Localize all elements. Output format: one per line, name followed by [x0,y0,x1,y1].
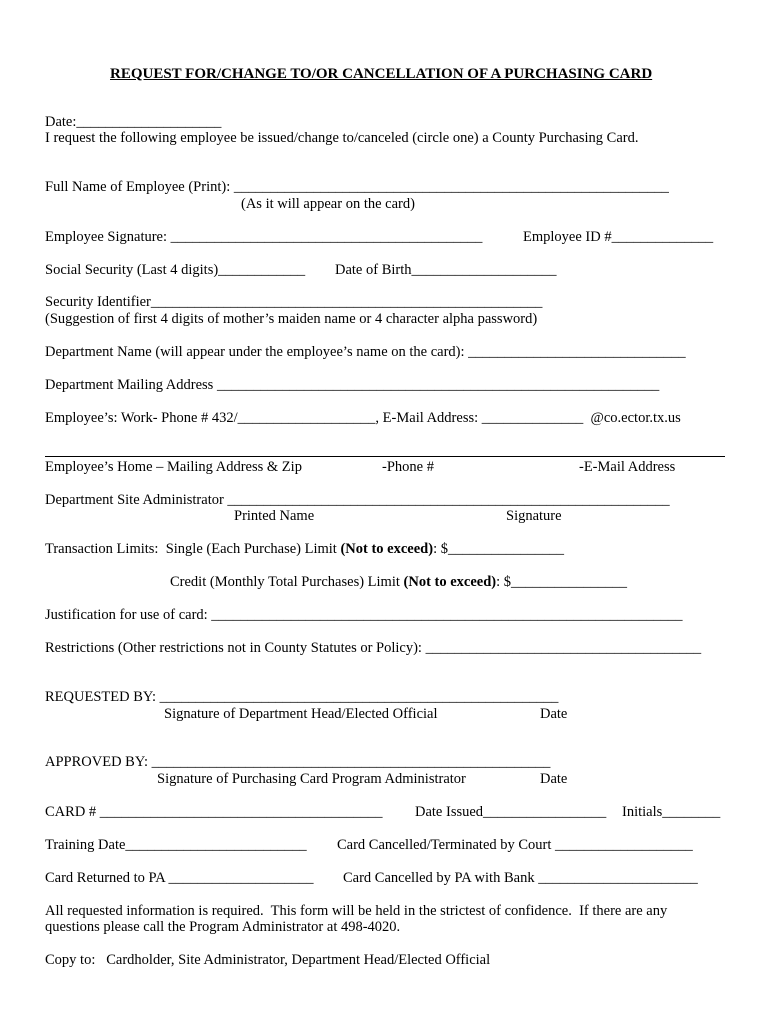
ssn-field[interactable]: Social Security (Last 4 digits)____________ [45,262,306,278]
request-statement: I request the following employee be issued/change to/canceled (circle one) a County Purchasing Card. [45,130,639,146]
department-name-field[interactable]: Department Name (will appear under the employee’s name on the card): ______________________________ [45,344,686,360]
initials-field[interactable]: Initials________ [622,804,721,820]
employee-id-field[interactable]: Employee ID #______________ [523,229,714,245]
training-date-field[interactable]: Training Date_________________________ [45,837,307,853]
justification-field[interactable]: Justification for use of card: _________________________________________________________________ [45,607,683,623]
requested-by-field[interactable]: REQUESTED BY: _______________________________________________________ [45,689,559,705]
single-limit-blank: : $________________ [433,541,564,557]
single-limit-field[interactable] [45,541,564,558]
full-name-field[interactable]: Full Name of Employee (Print): ____________________________________________________________ [45,179,669,195]
cancelled-by-court-field[interactable]: Card Cancelled/Terminated by Court ___________________ [337,837,693,853]
credit-limit-bold: (Not to exceed) [403,574,497,590]
home-email-label: -E-Mail Address [579,459,676,475]
card-returned-field[interactable]: Card Returned to PA ____________________ [45,870,314,886]
requested-date-label: Date [540,706,568,722]
single-limit-label: Transaction Limits: Single (Each Purchase) Limit [45,541,341,557]
home-phone-label: -Phone # [382,459,434,475]
requested-signature-label: Signature of Department Head/Elected Official [164,706,438,722]
work-phone-email-field[interactable]: Employee’s: Work- Phone # 432/___________________, E-Mail Address: ______________ @co.ector.tx.us [45,410,681,426]
home-address-label: Employee’s Home – Mailing Address & Zip [45,459,302,475]
signature-label: Signature [506,508,562,524]
printed-name-label: Printed Name [234,508,315,524]
confidentiality-note-line2: questions please call the Program Administrator at 498-4020. [45,919,401,935]
card-number-field[interactable]: CARD # _______________________________________ [45,804,383,820]
credit-limit-field[interactable] [170,574,627,591]
approved-date-label: Date [540,771,568,787]
home-info-line[interactable] [45,456,725,457]
full-name-note: (As it will appear on the card) [241,196,415,212]
department-mailing-address-field[interactable]: Department Mailing Address _____________________________________________________________ [45,377,660,393]
approved-by-field[interactable]: APPROVED BY: _______________________________________________________ [45,754,551,770]
copy-to-line: Copy to: Cardholder, Site Administrator, Department Head/Elected Official [45,952,491,968]
employee-signature-field[interactable]: Employee Signature: ___________________________________________ [45,229,483,245]
dob-field[interactable]: Date of Birth____________________ [335,262,557,278]
date-field[interactable]: Date:____________________ [45,114,222,130]
security-identifier-field[interactable]: Security Identifier______________________________________________________ [45,294,543,310]
confidentiality-note-line1: All requested information is required. This form will be held in the strictest of confidence. If there are any [45,903,668,919]
cancelled-by-pa-field[interactable]: Card Cancelled by PA with Bank ______________________ [343,870,698,886]
date-issued-field[interactable]: Date Issued_________________ [415,804,607,820]
single-limit-bold: (Not to exceed) [340,541,434,557]
security-identifier-note: (Suggestion of first 4 digits of mother’s maiden name or 4 character alpha password) [45,311,538,327]
approved-signature-label: Signature of Purchasing Card Program Administrator [157,771,466,787]
site-administrator-field[interactable]: Department Site Administrator _____________________________________________________________ [45,492,670,508]
form-title: REQUEST FOR/CHANGE TO/OR CANCELLATION OF A PURCHASING CARD [110,66,653,82]
credit-limit-label: Credit (Monthly Total Purchases) Limit [170,574,404,590]
credit-limit-blank: : $________________ [496,574,628,590]
restrictions-field[interactable]: Restrictions (Other restrictions not in County Statutes or Policy): ______________________________________ [45,640,702,656]
